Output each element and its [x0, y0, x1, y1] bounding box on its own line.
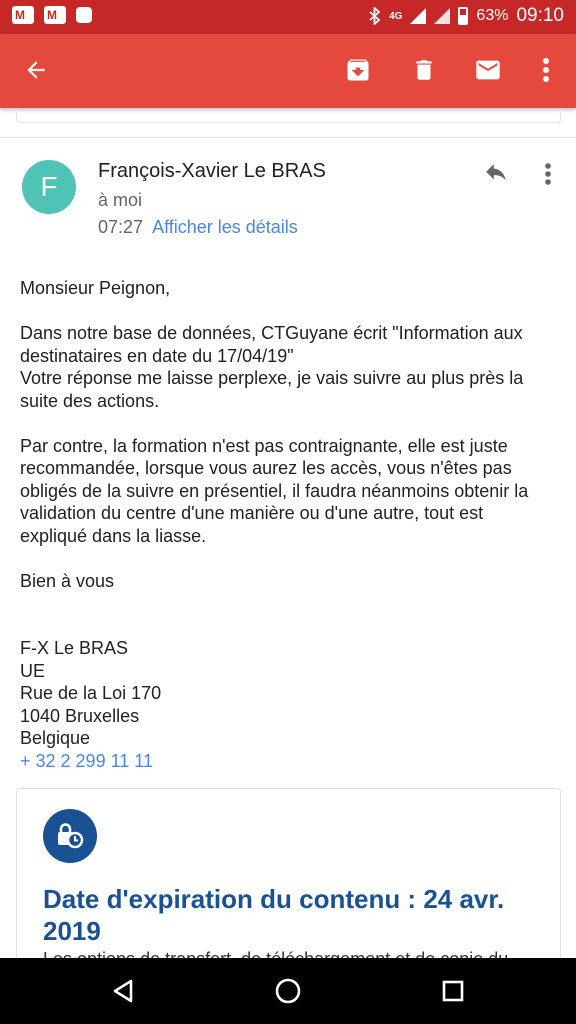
signature-country: Belgique — [20, 728, 91, 748]
mail-icon[interactable] — [466, 48, 510, 92]
system-nav-bar — [0, 958, 576, 1024]
network-label: 4G — [389, 10, 403, 22]
recipient-label: à moi — [98, 190, 143, 210]
trash-icon[interactable] — [402, 48, 446, 92]
back-arrow-icon[interactable] — [14, 48, 58, 92]
message-meta — [98, 217, 298, 238]
more-vert-icon[interactable] — [524, 48, 568, 92]
signal-icon — [410, 8, 426, 24]
gmail-icon: M — [44, 6, 66, 24]
archive-icon[interactable] — [336, 48, 380, 92]
status-bar — [0, 0, 576, 34]
signal-icon — [434, 8, 450, 24]
avatar[interactable] — [22, 160, 76, 214]
lock-clock-icon — [43, 809, 97, 863]
show-details-link[interactable]: Afficher les détails — [152, 217, 298, 237]
message-time: 07:27 — [98, 217, 144, 237]
nav-back-icon[interactable] — [101, 971, 145, 1011]
paragraph-1-line-2: Votre réponse me laisse perplexe, je vais suivre au plus près la suite des actions. — [20, 368, 524, 411]
signature-phone-link[interactable]: + 32 2 299 11 11 — [20, 750, 153, 771]
bluetooth-icon — [369, 7, 381, 25]
signature-street: Rue de la Loi 170 — [20, 683, 162, 703]
expiration-title: Date d'expiration du contenu : 24 avr. 2019 — [43, 884, 505, 946]
nav-recents-icon[interactable] — [431, 971, 475, 1011]
gmail-icon: M — [12, 6, 34, 24]
app-toolbar — [0, 34, 576, 108]
clock: 09:10 — [516, 5, 564, 26]
message-more-icon[interactable] — [530, 156, 566, 192]
reply-icon[interactable] — [476, 156, 516, 192]
app-icon — [76, 7, 92, 23]
nav-home-icon[interactable] — [266, 971, 310, 1011]
greeting: Monsieur Peignon, — [20, 278, 171, 298]
battery-icon — [458, 7, 468, 25]
signature-org: UE — [20, 660, 46, 681]
sender-name[interactable]: François-Xavier Le BRAS — [98, 160, 326, 182]
previous-message-card — [16, 108, 561, 123]
avatar-letter: F — [40, 171, 58, 202]
signature-name: F-X Le BRAS — [20, 638, 129, 658]
battery-percent: 63% — [476, 7, 509, 24]
paragraph-1-line-1: Dans notre base de données, CTGuyane écrit "Information aux destinataires en date du 17/04/19" — [20, 323, 523, 366]
signature-city: 1040 Bruxelles — [20, 705, 140, 726]
divider — [0, 137, 576, 138]
message-body — [20, 277, 550, 772]
paragraph-2: Par contre, la formation n'est pas contraignante, elle est juste recommandée, lorsque vous aurez les accès, vous n'êtes pas obligés de la suivre en présentiel, il faudra néanmoins obtenir la validation du centre d'une manière ou d'une autre, tout est expliqué dans la liasse. — [20, 435, 529, 546]
closing: Bien à vous — [20, 570, 115, 591]
